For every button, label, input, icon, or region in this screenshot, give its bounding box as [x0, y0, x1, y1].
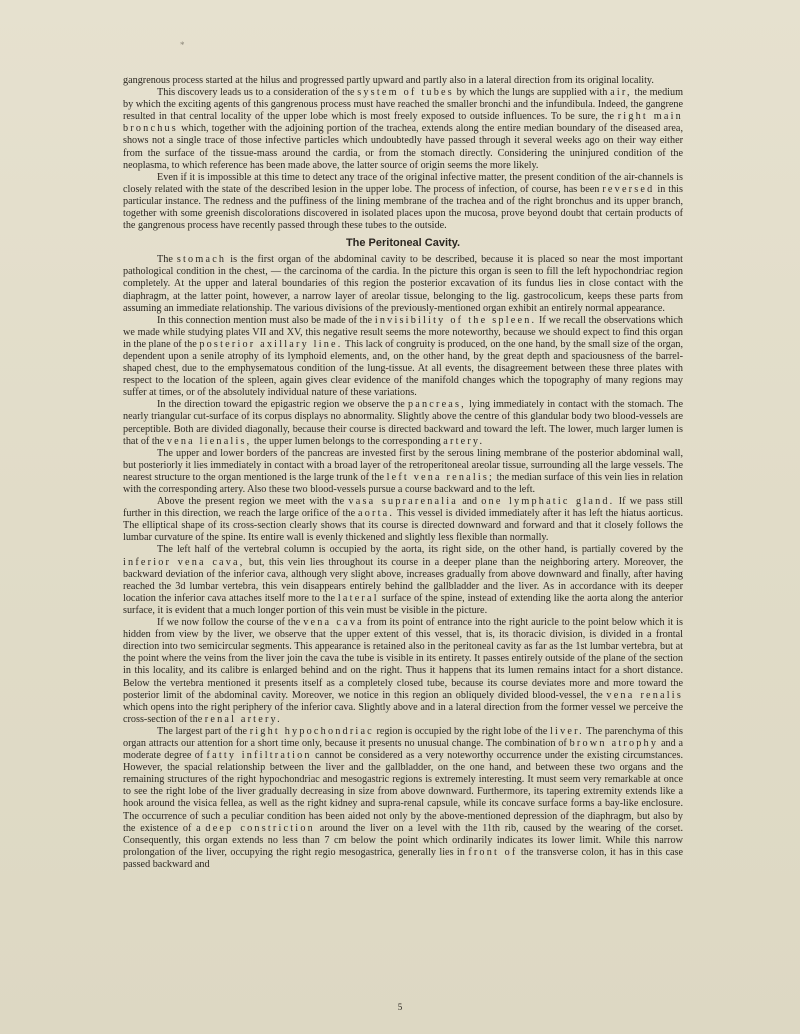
text-run: and a moderate degree of	[123, 737, 683, 762]
spaced-emphasis: right main bronchus	[123, 111, 683, 135]
page-number: 5	[397, 1002, 403, 1012]
text-run: the medium by which the exciting agents of this gangrenous process must have reached the smaller bronchi and the infundibula. Indeed, the gangrene resulted in that central locality of the upper lobe which is most freely exposed to outside influences. To be sure, the	[123, 87, 684, 123]
text-run: If we now follow the course of the	[157, 617, 304, 629]
paragraph	[123, 254, 683, 314]
text-run: The	[157, 254, 177, 266]
spaced-emphasis: vena cava	[303, 617, 364, 629]
text-run: which, together with the adjoining portion of the trachea, extends along the entire median boundary of the diseased area, shows not a single trace of those infective particles which undoubtedly have passed through it several weeks ago on their way either from the surface of the tissue-mass around the cardia, or from the stomach directly. Considering the uninjured condition of the neoplasma, to which reference has been made above, the latter source of origin seems the more likely.	[123, 123, 683, 171]
spaced-emphasis: posterior axillary line.	[199, 338, 343, 350]
spaced-emphasis: vena lienalis,	[166, 435, 252, 447]
spaced-emphasis: vena renalis	[606, 689, 683, 701]
spaced-emphasis: left vena renalis;	[386, 471, 495, 483]
spaced-emphasis: system of tubes	[357, 87, 454, 99]
text-run: by which the lungs are supplied with	[453, 87, 611, 99]
spaced-emphasis: fatty infiltration	[206, 750, 312, 762]
text-run: The left half of the vertebral column is occupied by the aorta, its right side, on the other hand, is partially covered by the	[157, 544, 683, 556]
spaced-emphasis: artery.	[443, 435, 485, 447]
text-run: around the liver on a level with the 11th rib, caused by the wearing of the corset. Consequently, this organ extends no less than 7 cm below the point which ordinarily indicates its lower limit. While this narrow prolongation of the liver, occupying the right regio mesogastrica, generally lies in	[123, 822, 683, 858]
spaced-emphasis: aorta.	[358, 508, 395, 520]
section-heading: The Peritoneal Cavity.	[345, 237, 461, 250]
text-run: the transverse colon, it has in this case passed backward and	[123, 846, 683, 870]
paragraph	[123, 617, 683, 726]
paragraph	[123, 496, 683, 544]
paragraph	[123, 448, 683, 496]
text-run: is the first organ of the abdominal cavity to be described, because it is placed so near the most important pathological condition in the chest, — the carcinoma of the cardia. In the picture this organ is seen to fill the left hypochondriac region completely. At the upper and lateral boundaries of this region the posterior excavation of its fundus lies in close contact with the diaphragm, at the latter point, however, a narrow layer of areolar tissue, belonging to the lig. gastrocolicum, keeps these parts from assuming an immediate relationship. The various divisions of the previously-mentioned organ exhibit an entirely normal appearance.	[123, 254, 683, 314]
text-run: If we pass still further in this direction, we reach the large orifice of the	[123, 496, 683, 520]
spaced-emphasis: lateral	[337, 592, 379, 604]
text-run: in this particular instance. The redness and the puffiness of the lining membrane of the trachea and of the right bronchus and its upper branch, together with some greenish discolorations discovered in isolated places upon the mucosa, prove beyond doubt that certain products of the gangrenous process have recently passed through these tubes to the outside.	[123, 183, 683, 232]
text-run: cannot be considered as a very noteworthy occurrence under the existing circumstances. However, the spacial relationship between the liver and the gallbladder, on the one hand, and between these two organs and the remaining structures of the right hypochondriac and mesogastric regions is extremely interesting. It must seem very remarkable at once to see the right lobe of the liver gradually decreasing in size from above downward. Furthermore, its tapering extremity extends like a hook around the visica fellea, as well as the right kidney and supra-renal capsule, while its concave surface forms a bay-like enclosure. The occurrence of such a peculiar condition has been aided not only by the above-mentioned depression of the diaphragm, but also by the existence of a	[123, 750, 684, 834]
spaced-emphasis: one lymphatic gland.	[481, 496, 615, 508]
text-run: In this connection mention must also be made of the	[157, 314, 375, 326]
spaced-emphasis: air,	[610, 87, 632, 99]
corner-mark: *	[180, 40, 185, 50]
spaced-emphasis: inferior vena cava,	[123, 556, 245, 568]
spaced-emphasis: pancreas,	[407, 399, 466, 411]
paragraph	[123, 726, 683, 871]
body-text	[123, 75, 683, 871]
text-run: surface of the spine, instead of extending like the aorta along the anterior surface, it is evident that a much longer portion of this vein must be visible in the picture.	[123, 592, 683, 616]
text-run: but, this vein lies throughout its course in a deeper plane than the neighboring artery. Moreover, the backward deviation of the inferior cava, although very slight above, increases gradually from above downward and finally, after having reached the 3d lumbar vertebra, this vein disappears entirely behind the gallbladder and the liver. As in accordance with its deeper location the inferior cava attaches itself more to the	[123, 556, 683, 604]
spaced-emphasis: brown atrophy	[569, 737, 659, 749]
spaced-emphasis: reversed	[602, 183, 655, 195]
spaced-emphasis: stomach	[176, 254, 227, 266]
text-run: In the direction toward the epigastric region we observe the	[157, 399, 408, 411]
text-run: lying immediately in contact with the stomach. The nearly triangular cut-surface of its corpus displays no abnormality. Slightly above the centre of this glandular body two blood-vessels are perceptible. Both are divided diagonally, because their course is directed backward and toward the left. The lower, much larger lumen is that of the	[123, 399, 683, 447]
text-run: The largest part of the	[157, 725, 250, 737]
text-run: which opens into the right periphery of the inferior cava. Slightly above and in a lateral direction from the former vessel we perceive the cross-section of the	[123, 701, 683, 725]
text-run: the upper lumen belongs to the corresponding	[251, 435, 444, 447]
paragraph	[123, 315, 683, 400]
paragraph	[123, 87, 683, 172]
paragraph	[123, 75, 683, 87]
spaced-emphasis: deep constriction	[205, 822, 315, 834]
text-run: the median surface of this vein lies in relation with the corresponding artery. Also these two blood-vessels pursue a course backward and to the left.	[123, 471, 683, 495]
text-run: This discovery leads us to a consideration of the	[157, 87, 358, 99]
text-run: The upper and lower borders of the pancreas are invested first by the serous lining membrane of the posterior abdominal wall, but posteriorly it lies immediately in contact with a broad layer of the retroperitoneal areolar tissue, surrounding all the large vessels. The nearest structure to the organ mentioned is the large trunk of the	[123, 447, 683, 483]
text-run: This vessel is divided immediately after it has left the hiatus aorticus. The elliptical shape of its cross-section clearly shows that its course is directed downward and forward and that it closely follows the lumbar curvature of the spine. Its entire wall is evenly thickened and slightly less flexible than normally.	[123, 508, 683, 544]
spaced-emphasis: front of	[468, 846, 518, 858]
text-run: from its point of entrance into the right auricle to the point below which it is hidden from view by the liver, we observe that the upper extent of this vessel, that is, its thoracic division, is divided in a frontal direction into two semicircular segments. This appearance is retained also in the peritoneal cavity as far as the 1st lumbar vertebra, but at the point where the veins from the liver join the cava the tube is visible in its entirety. It passes entirely outside of the plane of the section in this locality, and its calibre is enlarged behind and on the right. Thus it happens that its lumen remains intact for a short distance. Below the vertebra mentioned it presents itself as a completely closed tube, because its course deviates more and more toward the posterior limit of the abdominal cavity. Moreover, we notice in this region an obliquely divided blood-vessel, the	[123, 617, 683, 701]
paragraph	[123, 399, 683, 447]
text-run: region is occupied by the right lobe of the	[373, 725, 551, 737]
text-run: Above the present region we meet with the	[157, 496, 349, 508]
text-run: This lack of congruity is produced, on the one hand, by the small size of the organ, dependent upon a senile atrophy of its lymphoid elements, and, on the other hand, by the great depth and spaciousness of the barrel-shaped chest, due to the emphysematous condition of the lung-tissue. At all events, the disagreement between these three plates with respect to the location of the spleen, again gives clear evidence of the manifold changes which the topography of many regions may suffer at times, or of the absolutely individual nature of these variations.	[123, 338, 683, 399]
spaced-emphasis: right hypochondriac	[249, 725, 374, 737]
text-run: If we recall the observations which we made while studying plates VII and XV, this negative result seems the more noteworthy, because we should expect to find this organ in the plane of the	[123, 314, 684, 350]
paragraph	[123, 544, 683, 617]
text-run: The parenchyma of this organ attracts our attention for a short time only, because it presents no unusual change. The combination of	[123, 725, 683, 749]
text-run: Even if it is impossible at this time to detect any trace of the original infective matter, the present condition of the air-channels is closely related with the state of the described lesion in the upper lobe. The process of infection, of course, has been	[123, 171, 683, 195]
spaced-emphasis: vasa suprarenalia	[348, 496, 458, 508]
spaced-emphasis: renal artery.	[204, 713, 282, 725]
text-run: gangrenous process started at the hilus and progressed partly upward and partly also in a lateral direction from its original locality.	[123, 75, 654, 86]
text-run: and	[458, 496, 482, 508]
paragraph	[123, 172, 683, 232]
spaced-emphasis: invisibility of the spleen.	[374, 314, 537, 326]
spaced-emphasis: liver.	[550, 725, 584, 737]
